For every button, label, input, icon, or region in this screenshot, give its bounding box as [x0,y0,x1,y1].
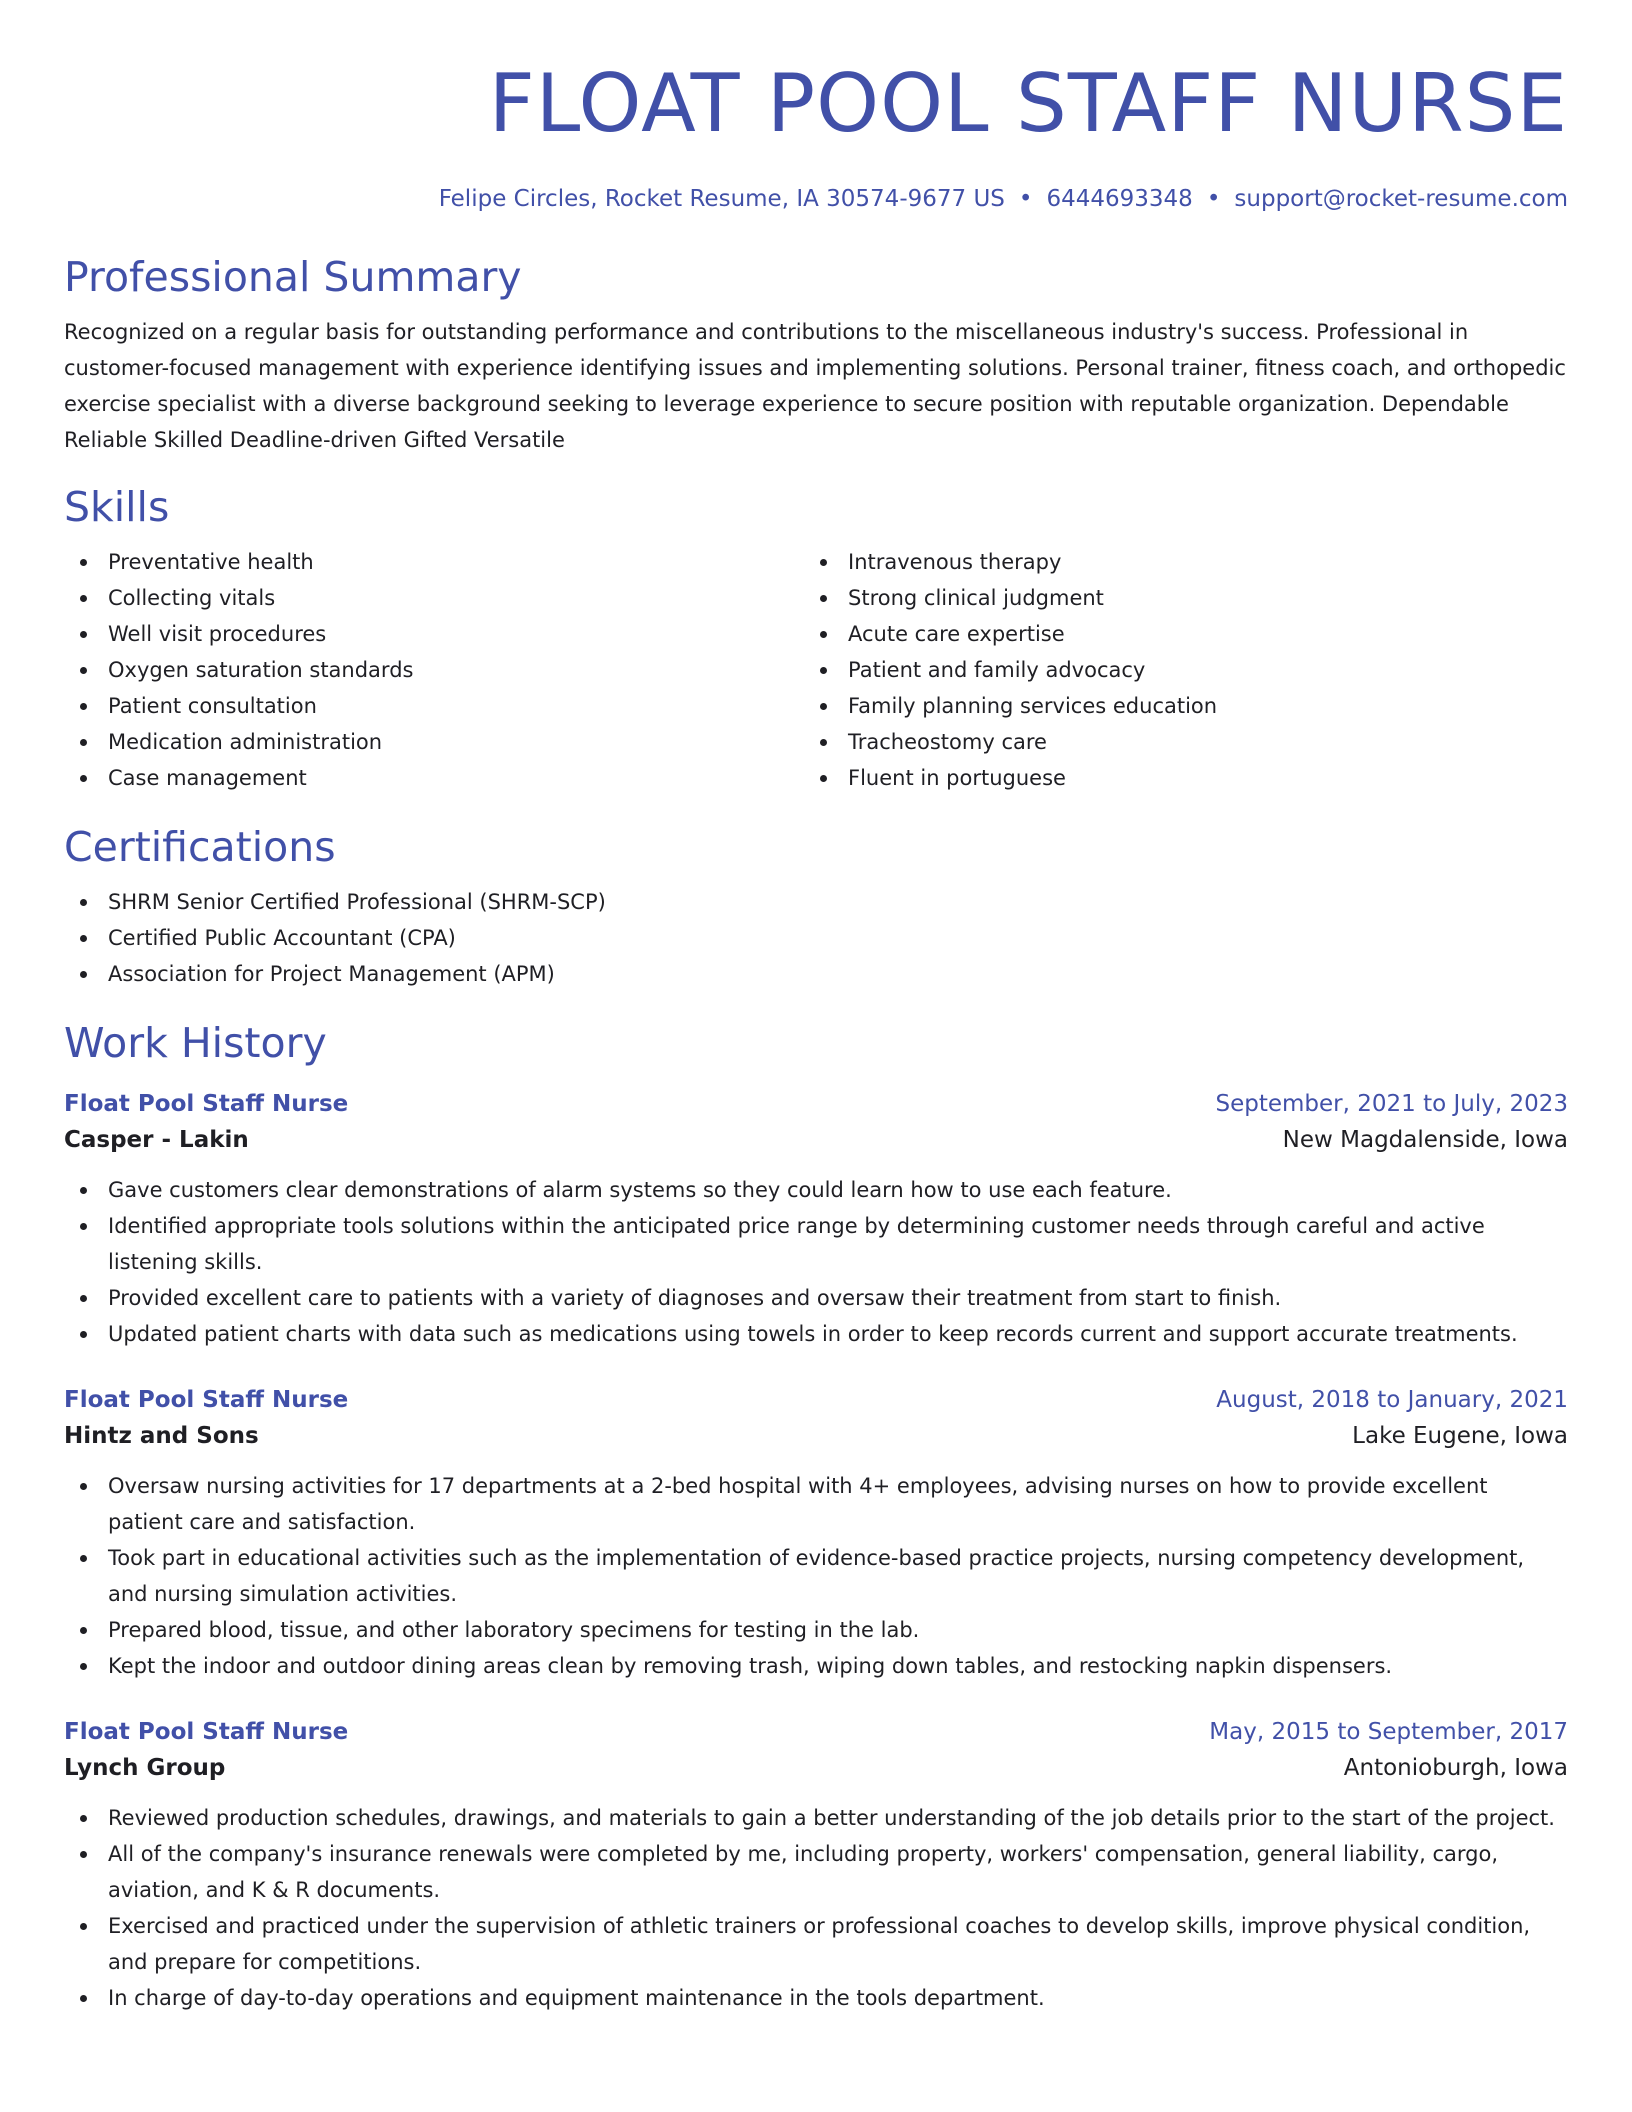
job-bullets [64,1468,1568,1684]
certifications-heading: Certifications [64,823,336,871]
job-company-row [64,1122,1568,1158]
certifications-list [64,884,1568,992]
job-dates: September, 2021 to July, 2023 [1215,1091,1568,1117]
contact-email: support@rocket-resume.com [1234,186,1568,212]
job-title: Float Pool Staff Nurse [64,1091,349,1117]
resume-header [64,58,1568,214]
skill-item: Well visit procedures [64,616,804,652]
skills-list-right [804,544,1564,796]
job-bullet: Provided excellent care to patients with a variety of diagnoses and oversaw their treatment from start to finish. [64,1280,1568,1316]
skill-item: Case management [64,760,804,796]
skill-item: Patient and family advocacy [804,652,1564,688]
skills-grid [64,544,1568,796]
contact-separator: • [1018,186,1033,212]
job-dates: May, 2015 to September, 2017 [1209,1719,1568,1745]
job-title: Float Pool Staff Nurse [64,1387,349,1413]
summary-heading: Professional Summary [64,253,522,301]
skill-item: Medication administration [64,724,804,760]
skill-item: Preventative health [64,544,804,580]
job-company-row [64,1418,1568,1454]
job-bullets [64,1172,1568,1352]
skills-column-right [804,544,1564,796]
job-location: Antonioburgh, Iowa [1343,1755,1568,1781]
skills-list-left [64,544,804,796]
certification-item: Certified Public Accountant (CPA) [64,920,1568,956]
certifications-section [64,822,1568,992]
job-bullet: Prepared blood, tissue, and other laboratory specimens for testing in the lab. [64,1612,1568,1648]
job-bullets [64,1800,1568,2016]
job-bullet: All of the company's insurance renewals were completed by me, including property, workers' compensation, general liability, cargo, aviation, and K & R documents. [64,1836,1568,1908]
job-title-row [64,1714,1568,1750]
skill-item: Acute care expertise [804,616,1564,652]
skill-item: Family planning services education [804,688,1564,724]
summary-text: Recognized on a regular basis for outstanding performance and contributions to the miscellaneous industry's success. Professional in customer-focused management with experience identifying issues and implementing solutions. Personal trainer, fitness coach, and orthopedic exercise specialist with a diverse background seeking to leverage experience to secure position with reputable organization. Dependable Reliable Skilled Deadline-driven Gifted Versatile [64,320,1566,452]
skill-item: Collecting vitals [64,580,804,616]
candidate-name: FLOAT POOL STAFF NURSE [488,57,1568,150]
job-company: Lynch Group [64,1755,226,1781]
skills-section [64,482,1568,796]
job-entry [64,1714,1568,2016]
job-title-row [64,1086,1568,1122]
job-bullet: Updated patient charts with data such as medications using towels in order to keep records current and support accurate treatments. [64,1316,1568,1352]
job-bullet: Identified appropriate tools solutions within the anticipated price range by determining customer needs through careful and active listening skills. [64,1208,1568,1280]
job-bullet: Reviewed production schedules, drawings, and materials to gain a better understanding of the job details prior to the start of the project. [64,1800,1568,1836]
certification-item: Association for Project Management (APM) [64,956,1568,992]
job-company: Casper - Lakin [64,1127,249,1153]
skills-column-left [64,544,804,796]
job-location: New Magdalenside, Iowa [1282,1127,1568,1153]
work-history-heading: Work History [64,1019,327,1067]
skills-heading: Skills [64,483,170,531]
contact-phone: 6444693348 [1046,186,1193,212]
job-title-row [64,1382,1568,1418]
summary-section [64,252,1568,458]
job-dates: August, 2018 to January, 2021 [1216,1387,1568,1413]
job-title: Float Pool Staff Nurse [64,1719,349,1745]
job-bullet: Exercised and practiced under the supervision of athletic trainers or professional coaches to develop skills, improve physical condition, and prepare for competitions. [64,1908,1568,1980]
work-history-section [64,1018,1568,2016]
skill-item: Intravenous therapy [804,544,1564,580]
skill-item: Fluent in portuguese [804,760,1564,796]
job-entry [64,1382,1568,1684]
certification-item: SHRM Senior Certified Professional (SHRM-SCP) [64,884,1568,920]
contact-address: Felipe Circles, Rocket Resume, IA 30574-9677 US [438,186,1005,212]
job-bullet: Took part in educational activities such as the implementation of evidence-based practice projects, nursing competency development, and nursing simulation activities. [64,1540,1568,1612]
job-bullet: Gave customers clear demonstrations of alarm systems so they could learn how to use each feature. [64,1172,1568,1208]
contact-line [64,184,1568,214]
skill-item: Tracheostomy care [804,724,1564,760]
skill-item: Oxygen saturation standards [64,652,804,688]
job-entry [64,1086,1568,1352]
job-bullet: Kept the indoor and outdoor dining areas clean by removing trash, wiping down tables, and restocking napkin dispensers. [64,1648,1568,1684]
job-bullet: Oversaw nursing activities for 17 departments at a 2-bed hospital with 4+ employees, advising nurses on how to provide excellent patient care and satisfaction. [64,1468,1568,1540]
skill-item: Patient consultation [64,688,804,724]
job-company: Hintz and Sons [64,1423,259,1449]
contact-separator: • [1206,186,1221,212]
job-company-row [64,1750,1568,1786]
job-bullet: In charge of day-to-day operations and equipment maintenance in the tools department. [64,1980,1568,2016]
skill-item: Strong clinical judgment [804,580,1564,616]
job-location: Lake Eugene, Iowa [1352,1423,1568,1449]
